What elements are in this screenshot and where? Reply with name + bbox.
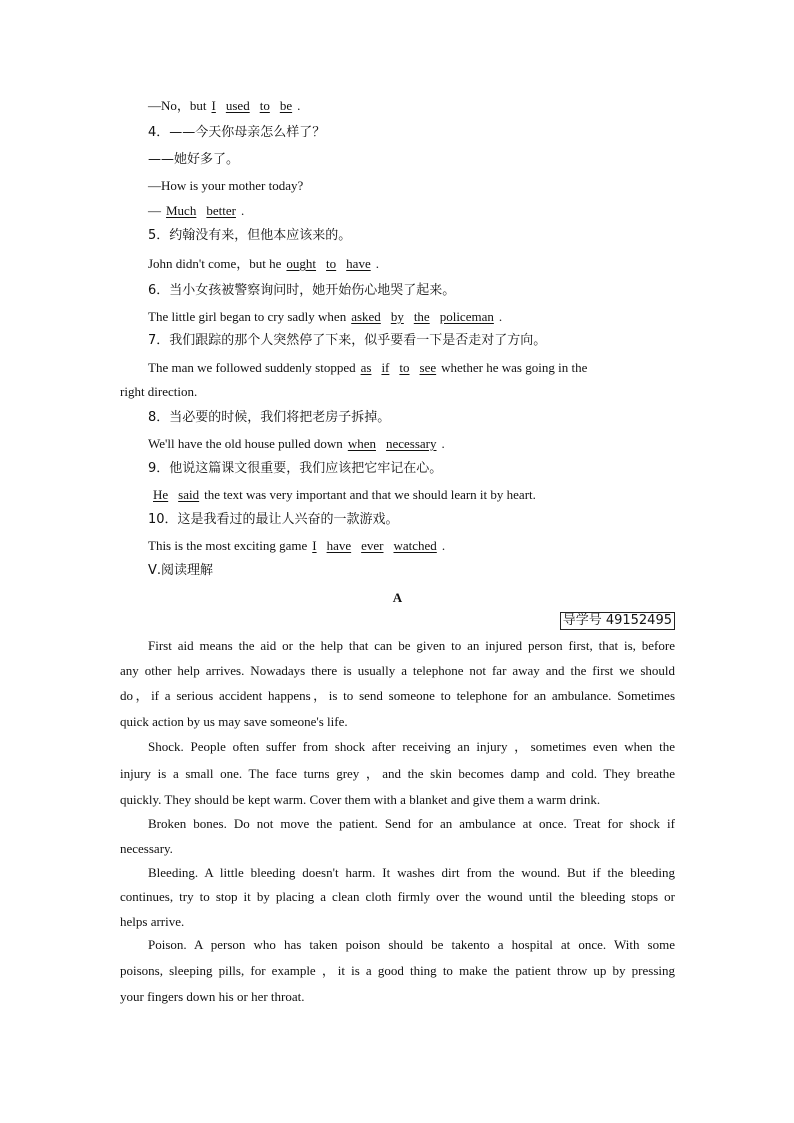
passage-line: continues, try to stop it by placing a clean cloth firmly over the wound until the bleeding stops or [120, 889, 675, 904]
filled-blank: be [279, 98, 293, 113]
sentence-text: John didn't come，but he [148, 256, 282, 271]
answer-text [148, 538, 445, 553]
question-prompt: 10．这是我看过的最让人兴奋的一款游戏。 [148, 512, 399, 527]
passage-line: Broken bones. Do not move the patient. Send for an ambulance at once. Treat for shock if [148, 816, 675, 831]
filled-blank: have [346, 256, 371, 271]
sentence-text: the text was very important and that we should learn it by heart. [204, 487, 536, 502]
passage-line: quickly. They should be kept warm. Cover them with a blanket and give them a warm drink. [120, 792, 601, 807]
sentence-text: . [441, 538, 446, 553]
answer-text [148, 359, 587, 377]
filled-blank: have [326, 538, 352, 553]
filled-blank: if [381, 360, 390, 375]
passage-line: helps arrive. [120, 914, 185, 929]
sentence-text: —No，but [148, 98, 207, 113]
sentence-text: The man we followed suddenly stopped [148, 360, 356, 375]
sentence-text: . [498, 309, 503, 324]
filled-blank: to [259, 98, 270, 113]
question-prompt: 7．我们跟踪的那个人突然停了下来，似乎要看一下是否走对了方向。 [148, 333, 547, 348]
question-prompt: Ⅴ.阅读理解 [148, 563, 214, 578]
question-prompt: 4．——今天你母亲怎么样了？ [148, 125, 326, 140]
answer-text [148, 203, 244, 218]
answer-line [148, 435, 445, 453]
filled-blank: the [413, 309, 430, 324]
answer-line: right direction. [120, 384, 198, 399]
passage-line: First aid means the aid or the help that can be given to an injured person first, that is, before [148, 638, 675, 653]
filled-blank: see [419, 360, 437, 375]
answer-line [148, 97, 300, 115]
filled-blank: watched [393, 538, 437, 553]
answer-text [148, 436, 445, 451]
passage-line: Poison. A person who has taken poison should be takento a hospital at once. With some [148, 937, 675, 952]
passage-line: Bleeding. A little bleeding doesn't harm. It washes dirt from the wound. But if the bleeding [148, 865, 675, 880]
filled-blank: to [326, 256, 337, 271]
filled-blank: said [178, 487, 200, 502]
answer-text [148, 487, 536, 502]
sentence-text: — [148, 203, 161, 218]
question-prompt: 6．当小女孩被警察询问时，她开始伤心地哭了起来。 [148, 283, 456, 298]
answer-text [148, 256, 379, 271]
filled-blank: better [206, 203, 236, 218]
passage-line: do，if a serious accident happens，is to send someone to telephone for an ambulance. Sometimes [120, 688, 675, 703]
filled-blank: when [347, 436, 376, 451]
sentence-text: . [375, 256, 379, 271]
filled-blank: as [360, 360, 372, 375]
question-prompt: ——她好多了。 [148, 152, 240, 167]
question-prompt: 5．约翰没有来，但他本应该来的。 [148, 228, 352, 243]
filled-blank: ought [286, 256, 317, 271]
passage-line: any other help arrives. Nowadays there is usually a telephone not far away and the first we should [120, 663, 675, 678]
answer-line [148, 255, 379, 273]
filled-blank: I [211, 98, 216, 113]
sentence-text: The little girl began to cry sadly when [148, 309, 347, 324]
answer-line [148, 486, 536, 504]
answer-line [148, 537, 445, 555]
section-letter: A [392, 590, 403, 605]
passage-line: injury is a small one. The face turns grey ，and the skin becomes damp and cold. They breathe [120, 766, 675, 781]
answer-text [148, 309, 502, 324]
passage-line: your fingers down his or her throat. [120, 989, 305, 1004]
sentence-text: We'll have the old house pulled down [148, 436, 343, 451]
sentence-text: —How is your mother today? [148, 178, 304, 193]
question-prompt: 9．他说这篇课文很重要，我们应该把它牢记在心。 [148, 461, 443, 476]
sentence-text: This is the most exciting game [148, 538, 308, 553]
answer-text [148, 178, 303, 193]
sentence-text: whether he was going in the [441, 360, 588, 375]
question-prompt: 8．当必要的时候，我们将把老房子拆掉。 [148, 410, 391, 425]
filled-blank: ever [361, 538, 384, 553]
sentence-text: . [297, 98, 301, 113]
answer-line [148, 308, 502, 326]
passage-line: Shock. People often suffer from shock after receiving an injury ，sometimes even when the [148, 739, 675, 754]
answer-line [148, 202, 244, 220]
passage-line: poisons, sleeping pills, for example ，it is a good thing to make the patient throw up by pressing [120, 963, 675, 978]
filled-blank: He [153, 487, 169, 502]
answer-line [148, 177, 303, 195]
filled-blank: asked [351, 309, 381, 324]
passage-line: necessary. [120, 841, 173, 856]
filled-blank: policeman [439, 309, 494, 324]
passage-line: quick action by us may save someone's life. [120, 714, 348, 729]
filled-blank: to [399, 360, 410, 375]
filled-blank: I [312, 538, 317, 553]
guide-number: 导学号 49152495 [560, 612, 675, 630]
answer-text [148, 98, 300, 113]
filled-blank: Much [166, 203, 197, 218]
filled-blank: necessary [385, 436, 437, 451]
sentence-text: . [441, 436, 445, 451]
filled-blank: by [390, 309, 404, 324]
filled-blank: used [225, 98, 250, 113]
answer-line [148, 359, 675, 377]
sentence-text: . [240, 203, 245, 218]
